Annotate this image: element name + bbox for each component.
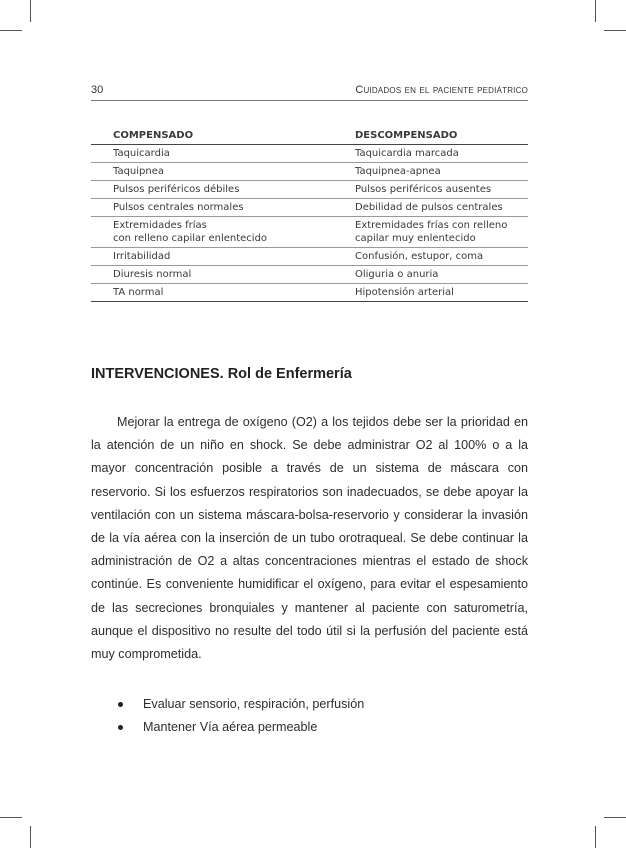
crop-mark (0, 30, 22, 31)
table-cell: Taquicardia (91, 145, 355, 163)
table-cell: Taquipnea-apnea (355, 163, 528, 181)
table-row (91, 248, 528, 266)
table-cell: Taquicardia marcada (355, 145, 528, 163)
table-cell: Pulsos periféricos ausentes (355, 181, 528, 199)
bullet-icon (118, 702, 123, 707)
column-header-descompensado: DESCOMPENSADO (355, 128, 528, 145)
table-cell: Diuresis normal (91, 266, 355, 284)
table-row (91, 181, 528, 199)
column-header-compensado: COMPENSADO (91, 128, 355, 145)
table-cell: Extremidades frías con relleno capilar muy enlentecido (355, 217, 528, 248)
bullet-icon (118, 725, 123, 730)
table-cell: Irritabilidad (91, 248, 355, 266)
list-item (91, 716, 528, 739)
table-row (91, 145, 528, 163)
table-cell: Extremidades frías con relleno capilar enlentecido (91, 217, 355, 248)
table-cell: Oliguria o anuria (355, 266, 528, 284)
table-cell: Confusión, estupor, coma (355, 248, 528, 266)
table-header-row (91, 128, 528, 145)
crop-mark (0, 817, 22, 818)
list-item (91, 693, 528, 716)
table-row (91, 199, 528, 217)
list-item-text: Evaluar sensorio, respiración, perfusión (143, 697, 365, 711)
crop-mark (30, 826, 31, 848)
crop-mark (595, 0, 596, 22)
bullet-list (91, 693, 528, 739)
page-header (91, 84, 528, 101)
shock-signs-table (91, 128, 528, 302)
table-cell: Debilidad de pulsos centrales (355, 199, 528, 217)
crop-mark (30, 0, 31, 22)
body-paragraph: Mejorar la entrega de oxígeno (O2) a los tejidos debe ser la prioridad en la atención de un niño en shock. Se debe administrar O2 al 100% o a la mayor concentración posible a través de un sistema de máscara con reservorio. Si los esfuerzos respiratorios son inadecuados, se debe apoyar la ventilación con un sistema máscara-bolsa-reservorio y considerar la invasión de la vía aérea con la inserción de un tubo orotraqueal. Se debe continuar la administración de O2 a altas concentraciones mientras el estado de shock continúe. Es conveniente humidificar el oxígeno, para evitar el espesamiento de las secreciones bronquiales y mantener al paciente con saturometría, aunque el dispositivo no resulte del todo útil si la perfusión del paciente está muy comprometida. (91, 415, 528, 662)
table-row (91, 284, 528, 302)
table-cell: Pulsos centrales normales (91, 199, 355, 217)
table-cell: TA normal (91, 284, 355, 302)
table-row (91, 163, 528, 181)
page-number: 30 (91, 84, 104, 96)
running-title: Cuidados en el paciente pediátrico (355, 84, 528, 96)
list-item-text: Mantener Vía aérea permeable (143, 720, 318, 734)
crop-mark (604, 817, 626, 818)
table-cell: Taquipnea (91, 163, 355, 181)
table-cell: Hipotensión arterial (355, 284, 528, 302)
section-heading: INTERVENCIONES. Rol de Enfermería (91, 366, 352, 382)
crop-mark (604, 30, 626, 31)
table-cell: Pulsos periféricos débiles (91, 181, 355, 199)
table-row (91, 266, 528, 284)
crop-mark (595, 826, 596, 848)
table-row (91, 217, 528, 248)
